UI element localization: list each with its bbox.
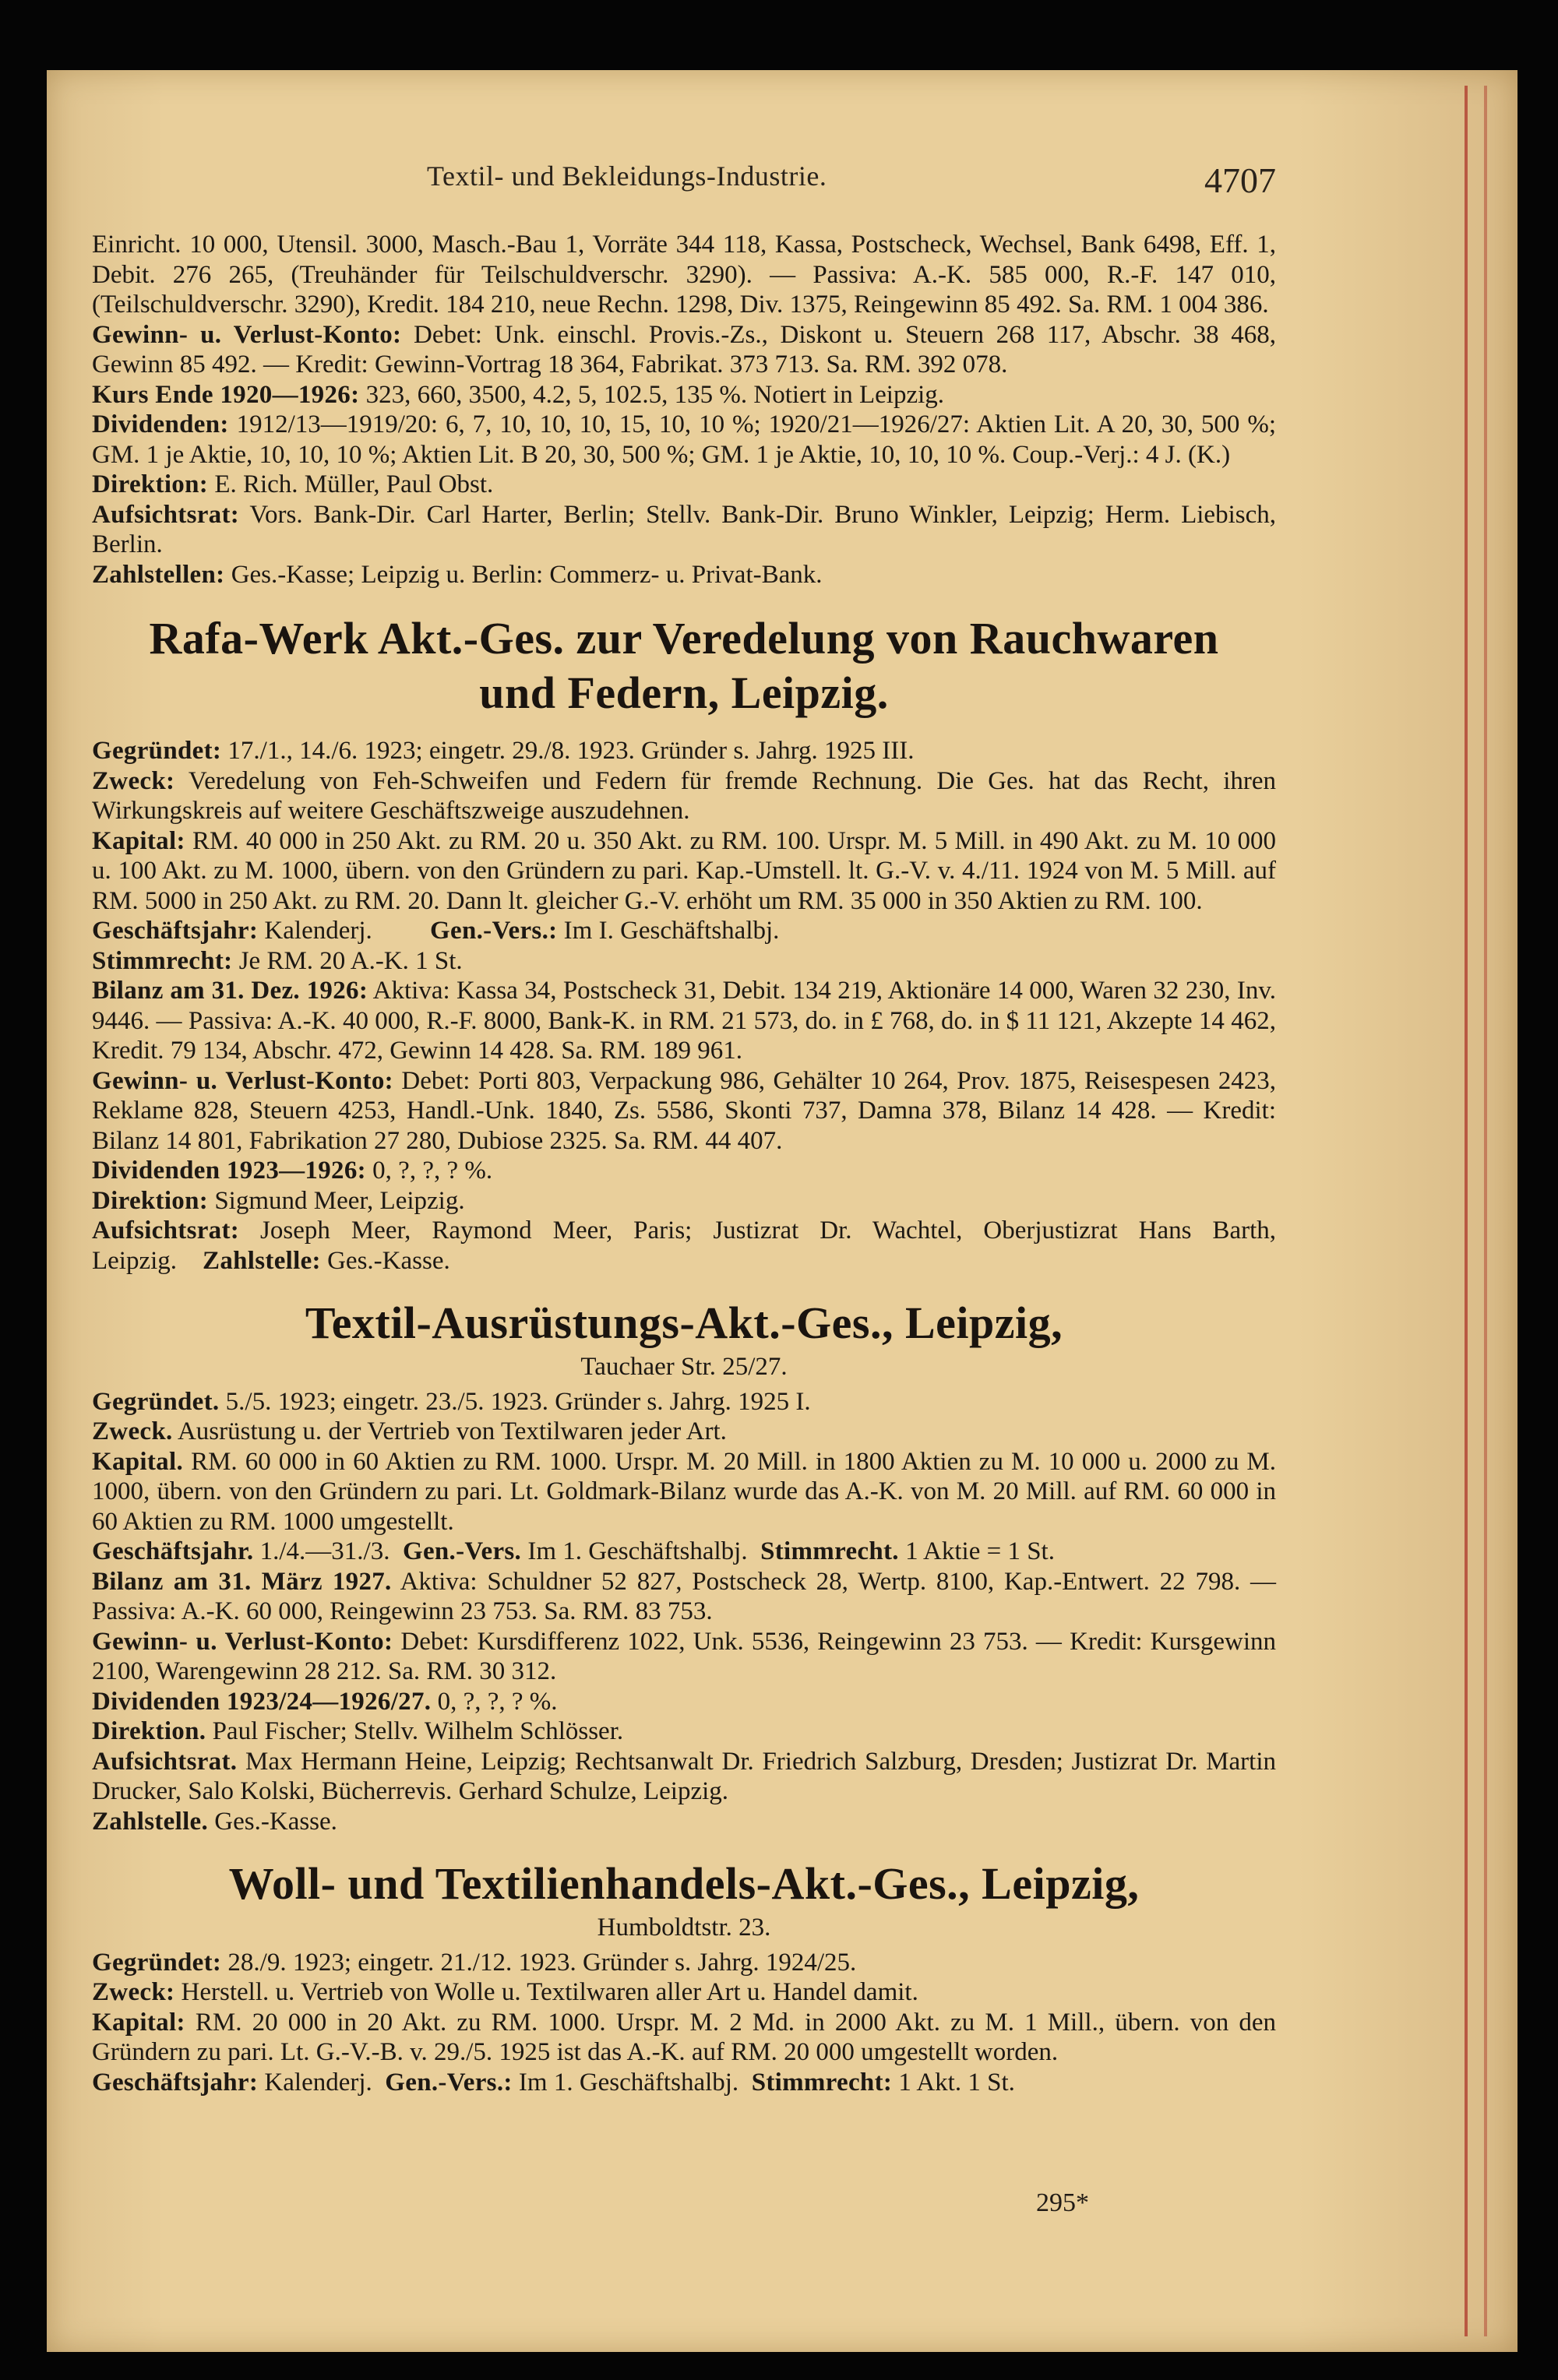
field-text: 28./9. 1923; eingetr. 21./12. 1923. Gründer s. Jahrg. 1924/25. (221, 1948, 857, 1977)
field-label: Bilanz am 31. Dez. 1926: (92, 977, 368, 1005)
field-text: Im 1. Geschäftshalbj. (521, 1537, 748, 1565)
field-label: Zweck: (92, 766, 175, 795)
field-text: Max Hermann Heine, Leipzig; Rechtsanwalt Dr. Friedrich Salzburg, Dresden; Justizrat Dr. Martin Drucker, Salo Kolski, Bücherrevis. Gerhard Schulze, Leipzig. (92, 1747, 1276, 1805)
field-text: E. Rich. Müller, Paul Obst. (208, 470, 494, 498)
field-label: Kapital. (92, 1447, 183, 1476)
supervisory-board (92, 500, 1276, 560)
field-text: Kalenderj. (258, 2068, 372, 2097)
field-label: Gewinn- u. Verlust-Konto: (92, 1066, 393, 1095)
profit-loss-account (92, 1627, 1276, 1687)
field-text: 5./5. 1923; eingetr. 23./5. 1923. Gründer s. Jahrg. 1925 I. (219, 1387, 811, 1416)
purpose (92, 1977, 1276, 2008)
field-text: Ausrüstung u. der Vertrieb von Textilwaren jeder Art. (172, 1417, 727, 1445)
field-label: Zweck: (92, 1978, 175, 2006)
company-address: Tauchaer Str. 25/27. (580, 1353, 788, 1381)
field-label: Stimmrecht. (760, 1537, 899, 1565)
field-label: Gewinn- u. Verlust-Konto: (92, 320, 402, 349)
printer-signature: 295* (1036, 2188, 1089, 2217)
field-text: Kalenderj. (258, 917, 372, 945)
field-label: Stimmrecht: (92, 946, 233, 975)
founded (92, 1948, 1276, 1978)
purpose (92, 1417, 1276, 1447)
management (92, 1186, 1276, 1216)
field-text: 17./1., 14./6. 1923; eingetr. 29./8. 1923. Gründer s. Jahrg. 1925 III. (221, 737, 915, 765)
field-label: Gen.-Vers.: (385, 2068, 513, 2097)
company-entry-woll-textilienhandels (92, 1858, 1276, 2097)
purpose (92, 766, 1276, 826)
field-text: 323, 660, 3500, 4.2, 5, 102.5, 135 %. Notiert in Leipzig. (359, 380, 945, 409)
field-text: 1./4.—31./3. (253, 1537, 390, 1565)
company-name: Textil-Ausrüstungs-Akt.-Ges., Leipzig, (305, 1297, 1063, 1348)
field-text: Joseph Meer, Raymond Meer, Paris; Justizrat Dr. Wachtel, Oberjustizrat Hans Barth, Leipzig. (92, 1216, 1276, 1275)
voting-right (92, 946, 1276, 977)
capital (92, 2008, 1276, 2068)
field-label: Direktion: (92, 470, 209, 498)
field-label: Dividenden 1923—1926: (92, 1157, 366, 1185)
field-label: Geschäftsjahr. (92, 1537, 254, 1565)
page-body (92, 230, 1276, 2097)
profit-loss-account (92, 1066, 1276, 1157)
dividends (92, 1156, 1276, 1186)
field-text: Debet: Porti 803, Verpackung 986, Gehälter 10 264, Prov. 1875, Reisespesen 2423, Reklame 828, Steuern 4253, Handl.-Unk. 1840, Zs. 5586, Skonti 737, Damna 378, Bilanz 14 428. — Kredit: Bilanz 14 801, Fabrikation 27 280, Dubiose 2325. Sa. RM. 44 407. (92, 1066, 1276, 1155)
field-text: Debet: Unk. einschl. Provis.-Zs., Diskont u. Steuern 268 117, Abschr. 38 468, Gewinn 85 492. — Kredit: Gewinn-Vortrag 18 364, Fabrikat. 373 713. Sa. RM. 392 078. (92, 320, 1276, 378)
field-text: Aktiva: Kassa 34, Postscheck 31, Debit. 134 219, Aktionäre 14 000, Waren 32 230, Inv. 9446. — Passiva: A.-K. 40 000, R.-F. 8000, Bank-K. in RM. 21 573, do. in £ 768, do. in $ 11 121, Akzepte 14 462, Kredit. 79 134, Abschr. 472, Gewinn 14 428. Sa. RM. 189 961. (92, 977, 1276, 1065)
management (92, 470, 1276, 500)
management (92, 1716, 1276, 1747)
field-label: Zahlstelle: (203, 1246, 321, 1275)
fiscal-year (92, 2068, 1276, 2098)
page-edge-mark (1484, 86, 1487, 2336)
field-label: Gegründet. (92, 1387, 220, 1416)
field-label: Dividenden: (92, 410, 229, 438)
field-text: 1 Akt. 1 St. (892, 2068, 1015, 2097)
field-label: Zahlstellen: (92, 560, 225, 589)
founded (92, 1387, 1276, 1417)
field-text: 1 Aktie = 1 St. (898, 1537, 1055, 1565)
field-text: 0, ?, ?, ? %. (365, 1157, 493, 1185)
founded (92, 736, 1276, 766)
field-label: Gegründet: (92, 737, 222, 765)
running-title: Textil- und Bekleidungs-Industrie. (427, 160, 827, 192)
previous-company-entry (92, 230, 1276, 590)
company-entry-rafa-werk (92, 611, 1276, 1276)
field-text: Ges.-Kasse; Leipzig u. Berlin: Commerz- u. Privat-Bank. (224, 560, 823, 589)
field-label: Kapital: (92, 2008, 185, 2037)
field-text: RM. 40 000 in 250 Akt. zu RM. 20 u. 350 Akt. zu RM. 100. Urspr. M. 5 Mill. in 490 Akt. zu M. 10 000 u. 100 Akt. zu M. 1000, übern. von den Gründern zu pari. Kap.-Umstell. lt. G.-V. v. 4./11. 1924 von M. 5 Mill. auf RM. 5000 in 250 Akt. zu RM. 20. Dann lt. gleicher G.-V. erhöht um RM. 35 000 in 350 Aktien zu RM. 100. (92, 826, 1276, 915)
paying-agent (92, 1807, 1276, 1837)
field-label: Aufsichtsrat: (92, 1216, 240, 1245)
field-text: Sigmund Meer, Leipzig. (208, 1186, 465, 1215)
field-label: Gegründet: (92, 1948, 222, 1977)
balance-sheet (92, 976, 1276, 1066)
field-text: Ges.-Kasse. (320, 1246, 450, 1275)
company-name-line: Rafa-Werk Akt.-Ges. zur Veredelung von Rauchwaren (149, 613, 1219, 664)
supervisory-board (92, 1747, 1276, 1807)
field-text: Veredelung von Feh-Schweifen und Federn für fremde Rechnung. Die Ges. hat das Recht, ihren Wirkungskreis auf weitere Geschäftszweige auszudehnen. (92, 766, 1276, 825)
dividends (92, 410, 1276, 470)
paying-agents (92, 560, 1276, 590)
field-text: Ges.-Kasse. (208, 1807, 337, 1836)
field-text: Herstell. u. Vertrieb von Wolle u. Textilwaren aller Art u. Handel damit. (174, 1978, 918, 2006)
field-label: Aufsichtsrat. (92, 1747, 238, 1776)
company-name: Woll- und Textilienhandels-Akt.-Ges., Leipzig, (228, 1858, 1140, 1909)
profit-loss-account (92, 320, 1276, 380)
balance-continuation: Einricht. 10 000, Utensil. 3000, Masch.-Bau 1, Vorräte 344 118, Kassa, Postscheck, Wechsel, Bank 6498, Eff. 1, Debit. 276 265, (Treuhänder für Teilschuldverschr. 3290). — Passiva: A.-K. 585 000, R.-F. 147 010, (Teilschuldverschr. 3290), Kredit. 184 210, neue Rechn. 1298, Div. 1375, Reingewinn 85 492. Sa. RM. 1 004 386. (92, 231, 1276, 319)
company-entry-textil-ausruestungs (92, 1297, 1276, 1836)
page-header (92, 160, 1276, 206)
balance-sheet (92, 1567, 1276, 1627)
capital (92, 1447, 1276, 1537)
field-text: Im I. Geschäftshalbj. (557, 917, 780, 945)
company-name (92, 611, 1276, 720)
field-label: Gen.-Vers. (402, 1537, 522, 1565)
field-text: Paul Fischer; Stellv. Wilhelm Schlösser. (206, 1717, 624, 1745)
field-label: Direktion. (92, 1717, 206, 1745)
company-name-line: und Federn, Leipzig. (479, 667, 889, 718)
field-label: Gen.-Vers.: (430, 917, 558, 945)
page-edge-mark (1465, 86, 1468, 2336)
field-label: Geschäftsjahr: (92, 917, 259, 945)
field-text: 0, ?, ?, ? %. (431, 1687, 558, 1716)
field-text: Vors. Bank-Dir. Carl Harter, Berlin; Stellv. Bank-Dir. Bruno Winkler, Leipzig; Herm. Liebisch, Berlin. (92, 500, 1276, 558)
field-label: Aufsichtsrat: (92, 500, 240, 529)
field-text: RM. 60 000 in 60 Aktien zu RM. 1000. Urspr. M. 20 Mill. in 1800 Aktien zu M. 10 000 u. 2000 zu M. 1000, übern. von den Gründern zu pari. Lt. Goldmark-Bilanz wurde das A.-K. von M. 20 Mill. auf RM. 60 000 in 60 Aktien zu RM. 1000 umgestellt. (92, 1447, 1276, 1536)
field-text: 1912/13—1919/20: 6, 7, 10, 10, 10, 15, 10, 10 %; 1920/21—1926/27: Aktien Lit. A 20, 30, 500 %; GM. 1 je Aktie, 10, 10, 10 %; Aktien Lit. B 20, 30, 500 %; GM. 1 je Aktie, 10, 10, 10 %. Coup.-Verj.: 4 J. (K.) (92, 410, 1276, 469)
capital (92, 826, 1276, 917)
field-label: Gewinn- u. Verlust-Konto: (92, 1627, 393, 1656)
field-text: RM. 20 000 in 20 Akt. zu RM. 1000. Urspr. M. 2 Md. in 2000 Akt. zu M. 1 Mill., übern. von den Gründern zu pari. Lt. G.-V.-B. v. 29./5. 1925 ist das A.-K. auf RM. 20 000 umgestellt worden. (92, 2008, 1276, 2066)
field-label: Dividenden 1923/24—1926/27. (92, 1687, 432, 1716)
field-text: Debet: Kursdifferenz 1022, Unk. 5536, Reingewinn 23 753. — Kredit: Kursgewinn 2100, Warengewinn 28 212. Sa. RM. 30 312. (92, 1627, 1276, 1685)
share-price (92, 380, 1276, 410)
field-label: Direktion: (92, 1186, 209, 1215)
field-text: Aktiva: Schuldner 52 827, Postscheck 28, Wertp. 8100, Kap.-Entwert. 22 798. — Passiva: A.-K. 60 000, Reingewinn 23 753. Sa. RM. 83 753. (92, 1567, 1276, 1625)
field-label: Kurs Ende 1920—1926: (92, 380, 360, 409)
field-label: Geschäftsjahr: (92, 2068, 259, 2097)
field-text: Je RM. 20 A.-K. 1 St. (232, 946, 463, 975)
field-label: Bilanz am 31. März 1927. (92, 1567, 392, 1596)
supervisory-board (92, 1216, 1276, 1276)
dividends (92, 1687, 1276, 1717)
field-label: Zahlstelle. (92, 1807, 209, 1836)
field-text: Im 1. Geschäftshalbj. (512, 2068, 739, 2097)
page-number: 4707 (1204, 160, 1276, 200)
field-label: Kapital: (92, 826, 185, 855)
company-address: Humboldtstr. 23. (597, 1914, 771, 1942)
field-label: Stimmrecht: (751, 2068, 893, 2097)
field-label: Zweck. (92, 1417, 173, 1445)
fiscal-year (92, 1537, 1276, 1567)
fiscal-year (92, 916, 1276, 946)
